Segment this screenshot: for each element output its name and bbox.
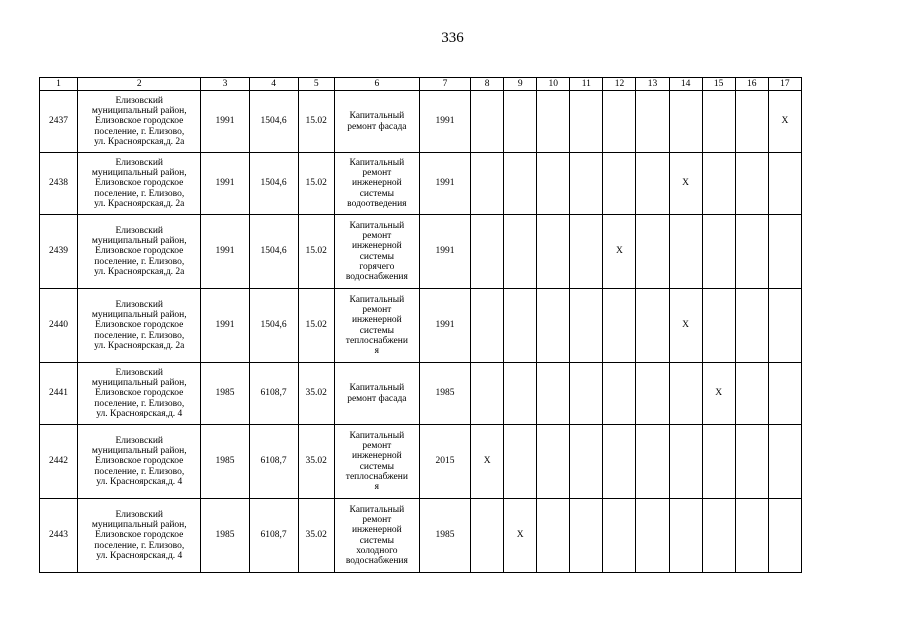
construction-year-cell: 1991 xyxy=(201,91,249,153)
mark-cell-col-16 xyxy=(735,215,768,289)
mark-cell-col-15 xyxy=(702,215,735,289)
mark-cell-col-10 xyxy=(537,153,570,215)
mark-cell-col-15 xyxy=(702,425,735,499)
column-header: 10 xyxy=(537,78,570,91)
table-row xyxy=(40,289,802,363)
mark-cell-col-12 xyxy=(603,91,636,153)
mark-cell-col-14 xyxy=(669,215,702,289)
planned-year-cell: 1991 xyxy=(419,215,470,289)
column-header: 13 xyxy=(636,78,669,91)
mark-cell-col-10 xyxy=(537,363,570,425)
column-header: 3 xyxy=(201,78,249,91)
mark-cell-col-11 xyxy=(570,215,603,289)
area-cell: 1504,6 xyxy=(249,289,298,363)
mark-cell-col-17 xyxy=(768,499,801,573)
column-header: 12 xyxy=(603,78,636,91)
page-number: 336 xyxy=(441,30,464,46)
mark-cell-col-15: Х xyxy=(702,363,735,425)
mark-cell-col-13 xyxy=(636,215,669,289)
column-header: 11 xyxy=(570,78,603,91)
address-cell: Елизовский муниципальный район, Елизовское городское поселение, г. Елизово, ул. Красноярская,д. 4 xyxy=(78,499,201,573)
area-cell: 1504,6 xyxy=(249,215,298,289)
mark-cell-col-11 xyxy=(570,425,603,499)
planned-year-cell: 1991 xyxy=(419,289,470,363)
column-header: 1 xyxy=(40,78,78,91)
mark-cell-col-9 xyxy=(504,425,537,499)
mark-cell-col-10 xyxy=(537,91,570,153)
row-number: 2442 xyxy=(40,425,78,499)
mark-cell-col-16 xyxy=(735,425,768,499)
mark-cell-col-11 xyxy=(570,363,603,425)
planned-year-cell: 1991 xyxy=(419,91,470,153)
address-cell: Елизовский муниципальный район, Елизовское городское поселение, г. Елизово, ул. Красноярская,д. 2а xyxy=(78,215,201,289)
row-number: 2440 xyxy=(40,289,78,363)
mark-cell-col-14: Х xyxy=(669,153,702,215)
code-cell: 35.02 xyxy=(298,425,334,499)
construction-year-cell: 1985 xyxy=(201,425,249,499)
capital-repair-table xyxy=(39,77,802,573)
mark-cell-col-12 xyxy=(603,425,636,499)
column-header: 2 xyxy=(78,78,201,91)
table-row xyxy=(40,153,802,215)
table-row xyxy=(40,91,802,153)
row-number: 2437 xyxy=(40,91,78,153)
mark-cell-col-9 xyxy=(504,153,537,215)
table-row xyxy=(40,215,802,289)
work-type-cell: Капитальный ремонт инженерной системы теплоснабжени я xyxy=(334,425,419,499)
mark-cell-col-17 xyxy=(768,215,801,289)
mark-cell-col-8 xyxy=(471,215,504,289)
mark-cell-col-16 xyxy=(735,363,768,425)
mark-cell-col-8 xyxy=(471,153,504,215)
mark-cell-col-13 xyxy=(636,91,669,153)
mark-cell-col-13 xyxy=(636,289,669,363)
address-cell: Елизовский муниципальный район, Елизовское городское поселение, г. Елизово, ул. Красноярская,д. 4 xyxy=(78,363,201,425)
mark-cell-col-12 xyxy=(603,153,636,215)
area-cell: 1504,6 xyxy=(249,153,298,215)
work-type-cell: Капитальный ремонт инженерной системы холодного водоснабжения xyxy=(334,499,419,573)
column-header: 16 xyxy=(735,78,768,91)
mark-cell-col-10 xyxy=(537,289,570,363)
row-number: 2441 xyxy=(40,363,78,425)
work-type-cell: Капитальный ремонт фасада xyxy=(334,91,419,153)
area-cell: 1504,6 xyxy=(249,91,298,153)
mark-cell-col-17 xyxy=(768,425,801,499)
address-cell: Елизовский муниципальный район, Елизовское городское поселение, г. Елизово, ул. Красноярская,д. 2а xyxy=(78,289,201,363)
mark-cell-col-11 xyxy=(570,91,603,153)
mark-cell-col-15 xyxy=(702,499,735,573)
mark-cell-col-15 xyxy=(702,289,735,363)
column-header: 14 xyxy=(669,78,702,91)
mark-cell-col-13 xyxy=(636,499,669,573)
construction-year-cell: 1991 xyxy=(201,153,249,215)
header-row xyxy=(40,78,802,91)
mark-cell-col-16 xyxy=(735,499,768,573)
mark-cell-col-15 xyxy=(702,91,735,153)
code-cell: 35.02 xyxy=(298,499,334,573)
mark-cell-col-9: Х xyxy=(504,499,537,573)
column-header: 7 xyxy=(419,78,470,91)
table-row xyxy=(40,499,802,573)
mark-cell-col-9 xyxy=(504,289,537,363)
mark-cell-col-14 xyxy=(669,91,702,153)
mark-cell-col-10 xyxy=(537,499,570,573)
column-header: 6 xyxy=(334,78,419,91)
planned-year-cell: 1985 xyxy=(419,363,470,425)
mark-cell-col-10 xyxy=(537,425,570,499)
mark-cell-col-11 xyxy=(570,153,603,215)
column-header: 15 xyxy=(702,78,735,91)
mark-cell-col-14 xyxy=(669,499,702,573)
mark-cell-col-16 xyxy=(735,289,768,363)
mark-cell-col-14: Х xyxy=(669,289,702,363)
mark-cell-col-11 xyxy=(570,289,603,363)
mark-cell-col-17: Х xyxy=(768,91,801,153)
row-number: 2438 xyxy=(40,153,78,215)
column-header: 5 xyxy=(298,78,334,91)
area-cell: 6108,7 xyxy=(249,425,298,499)
code-cell: 15.02 xyxy=(298,91,334,153)
construction-year-cell: 1985 xyxy=(201,363,249,425)
mark-cell-col-17 xyxy=(768,363,801,425)
area-cell: 6108,7 xyxy=(249,363,298,425)
construction-year-cell: 1985 xyxy=(201,499,249,573)
address-cell: Елизовский муниципальный район, Елизовское городское поселение, г. Елизово, ул. Красноярская,д. 2а xyxy=(78,91,201,153)
work-type-cell: Капитальный ремонт инженерной системы горячего водоснабжения xyxy=(334,215,419,289)
column-header: 9 xyxy=(504,78,537,91)
construction-year-cell: 1991 xyxy=(201,215,249,289)
column-header: 8 xyxy=(471,78,504,91)
mark-cell-col-12 xyxy=(603,289,636,363)
code-cell: 15.02 xyxy=(298,153,334,215)
mark-cell-col-13 xyxy=(636,363,669,425)
code-cell: 15.02 xyxy=(298,289,334,363)
mark-cell-col-8 xyxy=(471,499,504,573)
mark-cell-col-12 xyxy=(603,363,636,425)
work-type-cell: Капитальный ремонт фасада xyxy=(334,363,419,425)
mark-cell-col-14 xyxy=(669,363,702,425)
area-cell: 6108,7 xyxy=(249,499,298,573)
mark-cell-col-9 xyxy=(504,91,537,153)
mark-cell-col-9 xyxy=(504,363,537,425)
work-type-cell: Капитальный ремонт инженерной системы водоотведения xyxy=(334,153,419,215)
code-cell: 15.02 xyxy=(298,215,334,289)
mark-cell-col-15 xyxy=(702,153,735,215)
table-row xyxy=(40,425,802,499)
mark-cell-col-8 xyxy=(471,91,504,153)
mark-cell-col-8 xyxy=(471,363,504,425)
row-number: 2443 xyxy=(40,499,78,573)
mark-cell-col-17 xyxy=(768,153,801,215)
mark-cell-col-12: Х xyxy=(603,215,636,289)
mark-cell-col-13 xyxy=(636,425,669,499)
mark-cell-col-8 xyxy=(471,289,504,363)
row-number: 2439 xyxy=(40,215,78,289)
planned-year-cell: 1985 xyxy=(419,499,470,573)
address-cell: Елизовский муниципальный район, Елизовское городское поселение, г. Елизово, ул. Красноярская,д. 4 xyxy=(78,425,201,499)
address-cell: Елизовский муниципальный район, Елизовское городское поселение, г. Елизово, ул. Красноярская,д. 2а xyxy=(78,153,201,215)
mark-cell-col-17 xyxy=(768,289,801,363)
work-type-cell: Капитальный ремонт инженерной системы теплоснабжени я xyxy=(334,289,419,363)
planned-year-cell: 1991 xyxy=(419,153,470,215)
table-row xyxy=(40,363,802,425)
mark-cell-col-9 xyxy=(504,215,537,289)
code-cell: 35.02 xyxy=(298,363,334,425)
mark-cell-col-13 xyxy=(636,153,669,215)
mark-cell-col-10 xyxy=(537,215,570,289)
mark-cell-col-11 xyxy=(570,499,603,573)
column-header: 17 xyxy=(768,78,801,91)
mark-cell-col-16 xyxy=(735,153,768,215)
mark-cell-col-16 xyxy=(735,91,768,153)
planned-year-cell: 2015 xyxy=(419,425,470,499)
mark-cell-col-8: Х xyxy=(471,425,504,499)
mark-cell-col-12 xyxy=(603,499,636,573)
column-header: 4 xyxy=(249,78,298,91)
mark-cell-col-14 xyxy=(669,425,702,499)
construction-year-cell: 1991 xyxy=(201,289,249,363)
